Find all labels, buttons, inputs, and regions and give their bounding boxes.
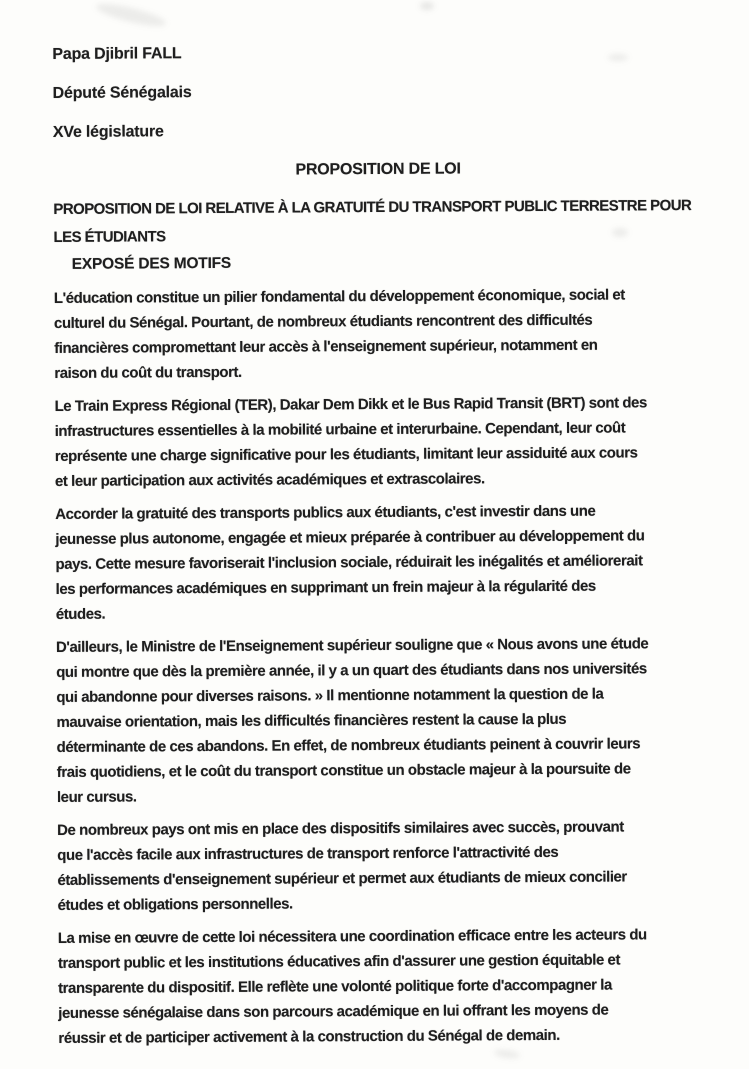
section-heading: EXPOSÉ DES MOTIFS <box>71 254 232 273</box>
paragraph-line: jeunesse plus autonome, engagée et mieux préparée à contribuer au développement du <box>55 527 645 548</box>
paragraph-line: De nombreux pays ont mis en place des dispositifs similaires avec succès, prouvant <box>57 818 624 839</box>
paragraph-line: La mise en œuvre de cette loi nécessitera une coordination efficace entre les acteurs du <box>57 926 647 947</box>
paragraph-line: études. <box>55 605 106 623</box>
paragraph <box>55 498 706 627</box>
paragraph-line: qui abandonne pour diverses raisons. » Il mentionne notamment la question de la <box>56 685 604 706</box>
paragraph <box>54 390 705 494</box>
paragraph-line: les performances académiques en supprimant un frein majeur à la régularité des <box>55 577 596 598</box>
paragraph <box>56 631 707 810</box>
paragraph <box>58 922 709 1051</box>
paragraph <box>57 814 708 918</box>
paragraph-line: pays. Cette mesure favoriserait l'inclusion sociale, réduirait les inégalités et améliorerait <box>55 552 643 573</box>
paragraph-line: infrastructures essentielles à la mobilité urbaine et interurbaine. Cependant, leur coût <box>54 419 626 440</box>
paragraph-line: jeunesse sénégalaise dans son parcours académique en lui offrant les moyens de <box>58 1001 609 1022</box>
law-title-line: PROPOSITION DE LOI RELATIVE À LA GRATUITÉ DU TRANSPORT PUBLIC TERRESTRE POUR <box>53 197 692 218</box>
paragraph-line: et leur participation aux activités académiques et extrascolaires. <box>54 470 485 490</box>
doc-type-heading: PROPOSITION DE LOI <box>295 160 461 179</box>
paragraph-line: L'éducation constitue un pilier fondamental du développement économique, social et <box>53 286 625 307</box>
paragraph-line: réussir et de participer activement à la construction du Sénégal de demain. <box>58 1026 560 1047</box>
paragraph-line: Accorder la gratuité des transports publics aux étudiants, c'est investir dans une <box>55 502 596 523</box>
paragraph-line: qui montre que dès la première année, il y a un quart des étudiants dans nos universités <box>56 660 647 681</box>
paragraph-line: raison du coût du transport. <box>54 363 242 382</box>
paragraph-line: transport public et les institutions éducatives afin d'assurer une gestion équitable et <box>57 951 621 972</box>
paragraph-line: déterminante de ces abandons. En effet, de nombreux étudiants peinent à couvrir leurs <box>56 735 641 756</box>
paragraph-line: Le Train Express Régional (TER), Dakar Dem Dikk et le Bus Rapid Transit (BRT) sont des <box>54 394 647 415</box>
author-role: Député Sénégalais <box>52 84 192 102</box>
law-title-line: LES ÉTUDIANTS <box>53 228 166 246</box>
author-name: Papa Djibril FALL <box>52 45 182 63</box>
paragraph-line: études et obligations personnelles. <box>57 895 293 914</box>
document-body <box>54 282 709 1051</box>
paragraph-line: frais quotidiens, et le coût du transport constitue un obstacle majeur à la poursuite de <box>56 760 631 781</box>
paragraph-line: financières compromettant leur accès à l'enseignement supérieur, notamment en <box>54 336 598 357</box>
paragraph-line: transparente du dispositif. Elle reflète une volonté politique forte d'accompagner la <box>58 976 612 997</box>
law-title <box>53 192 703 252</box>
paragraph-line: que l'accès facile aux infrastructures de transport renforce l'attractivité des <box>57 843 559 864</box>
paragraph-line: D'ailleurs, le Ministre de l'Enseignement supérieur souligne que « Nous avons une étude <box>55 635 649 656</box>
paragraph <box>54 282 705 386</box>
paragraph-line: culturel du Sénégal. Pourtant, de nombreux étudiants rencontrent des difficultés <box>53 311 593 332</box>
paragraph-line: établissements d'enseignement supérieur et permet aux étudiants de mieux concilier <box>57 868 627 889</box>
legislature: XVe législature <box>52 123 164 141</box>
paragraph-line: mauvaise orientation, mais les difficultés financières restent la cause la plus <box>56 710 567 731</box>
paragraph-line: représente une charge significative pour les étudiants, limitant leur assiduité aux cours <box>54 444 638 465</box>
paragraph-line: leur cursus. <box>56 788 137 806</box>
